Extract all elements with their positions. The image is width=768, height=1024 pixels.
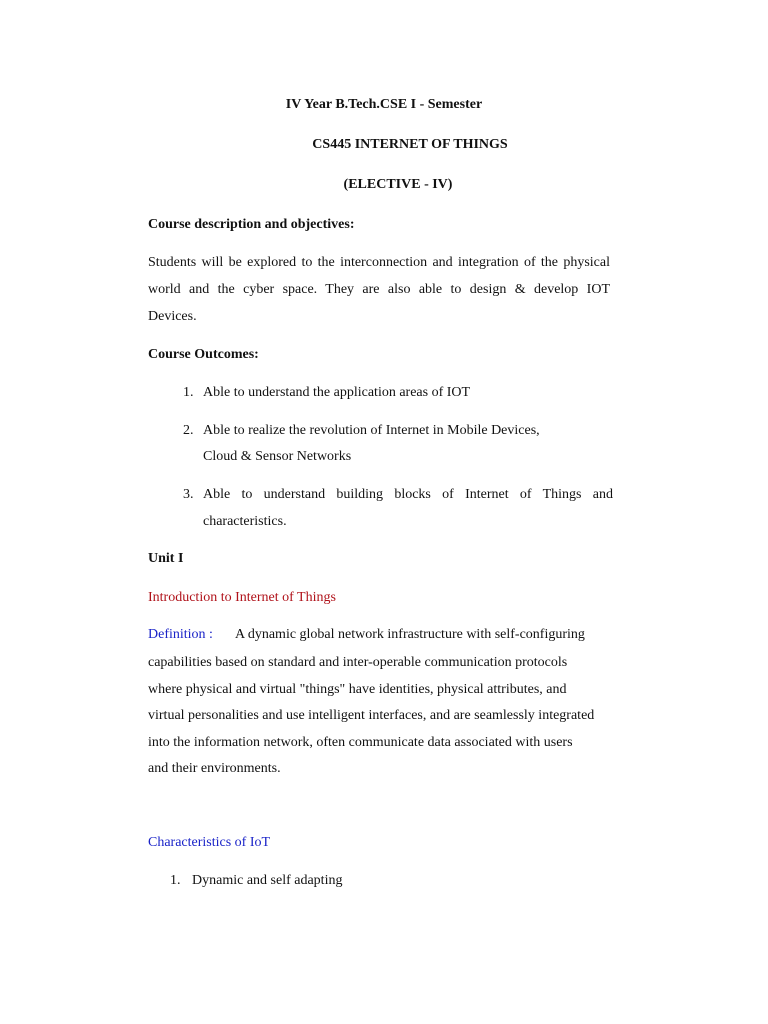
definition-line-6: and their environments. [148, 761, 281, 776]
description-line-3: Devices. [148, 309, 197, 324]
description-heading: Course description and objectives: [148, 217, 355, 232]
year-semester-line: IV Year B.Tech.CSE I - Semester [285, 97, 483, 112]
outcome-item-1: Able to understand the application areas of IOT [203, 385, 471, 400]
outcome-item-3-line-2: characteristics. [203, 514, 287, 529]
characteristic-number-1: 1. [170, 873, 181, 888]
description-line-2: world and the cyber space. They are also able to design & develop IOT [148, 282, 610, 297]
unit-topic: Introduction to Internet of Things [148, 590, 336, 605]
definition-line-1: A dynamic global network infrastructure with self-configuring [235, 627, 585, 642]
definition-line-3: where physical and virtual "things" have identities, physical attributes, and [148, 682, 567, 697]
outcomes-heading: Course Outcomes: [148, 347, 259, 362]
outcome-number-3: 3. [183, 487, 194, 502]
outcome-number-2: 2. [183, 423, 194, 438]
description-line-1: Students will be explored to the interconnection and integration of the physical [148, 255, 610, 270]
characteristics-heading: Characteristics of IoT [148, 835, 271, 850]
characteristic-item-1: Dynamic and self adapting [192, 873, 343, 888]
outcome-number-1: 1. [183, 385, 194, 400]
outcome-item-2-line-1: Able to realize the revolution of Internet in Mobile Devices, [203, 423, 540, 438]
outcome-item-3-line-1: Able to understand building blocks of Internet of Things and [203, 487, 613, 502]
outcome-item-2-line-2: Cloud & Sensor Networks [203, 449, 352, 464]
unit-heading: Unit I [148, 551, 184, 566]
definition-label: Definition : [148, 627, 213, 642]
definition-line-5: into the information network, often communicate data associated with users [148, 735, 573, 750]
definition-line-2: capabilities based on standard and inter-operable communication protocols [148, 655, 568, 670]
elective-label: (ELECTIVE - IV) [343, 177, 453, 192]
definition-line-4: virtual personalities and use intelligent interfaces, and are seamlessly integrated [148, 708, 595, 723]
course-title: CS445 INTERNET OF THINGS [312, 137, 508, 152]
